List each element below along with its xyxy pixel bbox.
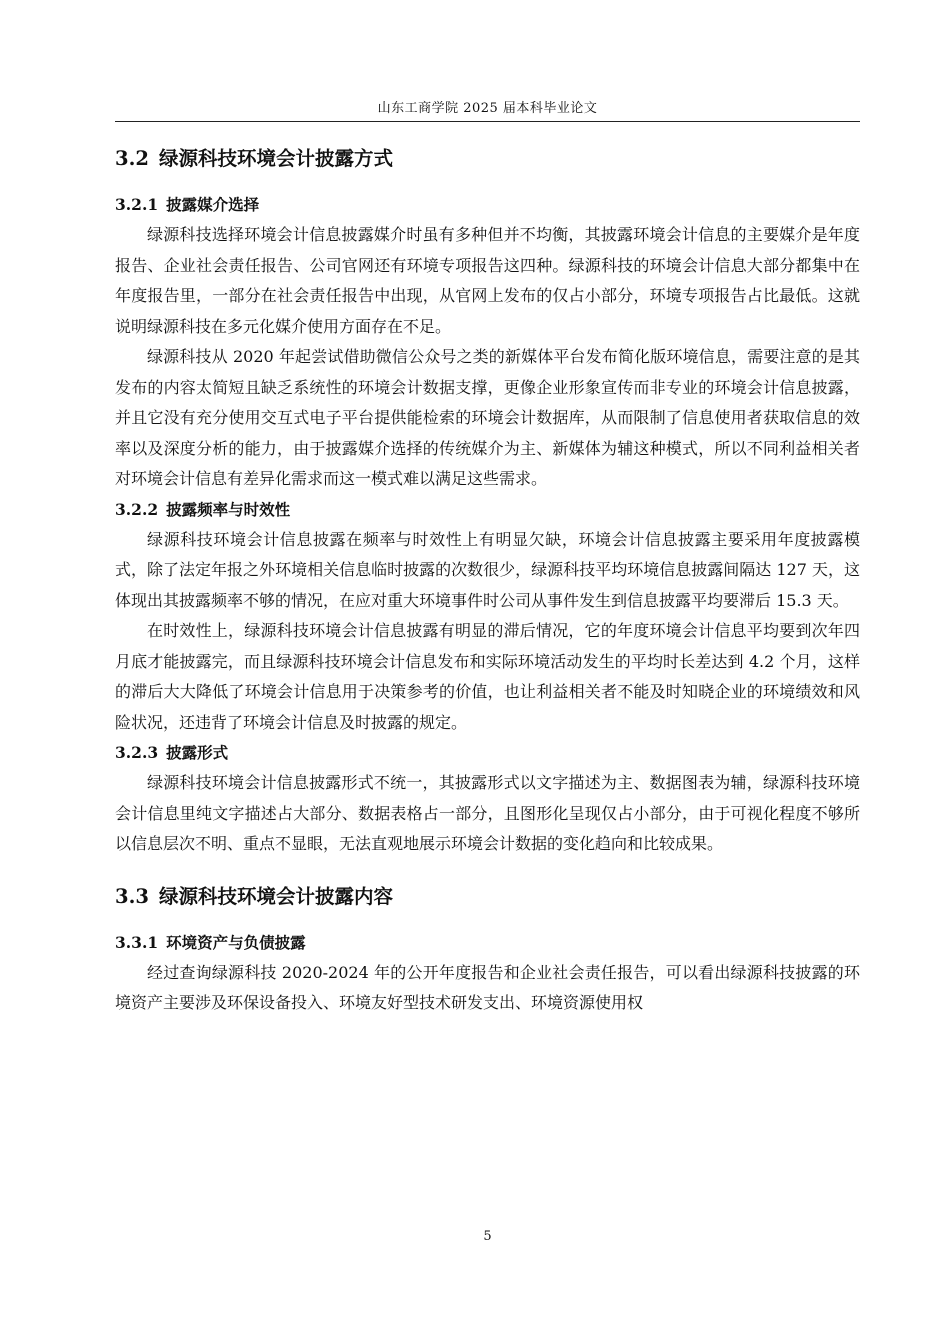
spacer [115,860,860,876]
paragraph: 绿源科技环境会计信息披露形式不统一，其披露形式以文字描述为主、数据图表为辅，绿源科技环境会计信息里纯文字描述占大部分、数据表格占一部分，且图形化呈现仅占小部分，由于可视化程度不够所以信息层次不明、重点不显眼，无法直观地展示环境会计数据的变化趋向和比较成果。 [115,773,860,853]
paragraph: 在时效性上，绿源科技环境会计信息披露有明显的滞后情况，它的年度环境会计信息平均要到次年四月底才能披露完，而且绿源科技环境会计信息发布和实际环境活动发生的平均时长差达到 4.2 个月，这样的滞后大大降低了环境会计信息用于决策参考的价值，也让利益相关者不能及时知晓企业的环境绩效和风险状况，还违背了环境会计信息及时披露的规定。 [115,621,860,732]
paragraph: 绿源科技从 2020 年起尝试借助微信公众号之类的新媒体平台发布简化版环境信息，需要注意的是其发布的内容太简短且缺乏系统性的环境会计数据支撑，更像企业形象宣传而非专业的环境会计信息披露，并且它没有充分使用交互式电子平台提供能检索的环境会计数据库，从而限制了信息使用者获取信息的效率以及深度分析的能力，由于披露媒介选择的传统媒介为主、新媒体为辅这种模式，所以不同利益相关者对环境会计信息有差异化需求而这一模式难以满足这些需求。 [115,347,860,488]
running-header: 山东工商学院 2025 届本科毕业论文 [377,101,598,116]
section-heading-3-2 [115,138,860,180]
section-number: 3.3 [115,884,149,908]
page-number: 5 [483,1229,492,1244]
paragraph: 经过查询绿源科技 2020-2024 年的公开年度报告和企业社会责任报告，可以看出绿源科技披露的环境资产主要涉及环保设备投入、环境友好型技术研发支出、环境资源使用权 [115,962,860,1012]
section-number: 3.2 [115,147,149,170]
subsection-title: 披露频率与时效性 [166,499,291,519]
subsection-title: 环境资产与负债披露 [166,932,306,952]
subsection-heading-3-2-1 [115,190,860,220]
subsection-number: 3.2.2 [115,499,159,519]
section-title: 绿源科技环境会计披露方式 [158,147,393,170]
subsection-heading-3-2-2 [115,495,860,525]
subsection-number: 3.2.3 [115,743,159,762]
subsection-title: 披露形式 [166,743,229,762]
subsection-number: 3.3.1 [115,932,159,952]
header-rule [115,121,860,122]
section-heading-3-3 [115,876,860,918]
page-body [115,138,860,1019]
subsection-heading-3-3-1 [115,928,860,958]
subsection-title: 披露媒介选择 [166,195,260,214]
subsection-heading-3-2-3 [115,738,860,768]
paragraph: 绿源科技选择环境会计信息披露媒介时虽有多种但并不均衡，其披露环境会计信息的主要媒介是年度报告、企业社会责任报告、公司官网还有环境专项报告这四种。绿源科技的环境会计信息大部分都集中在年度报告里，一部分在社会责任报告中出现，从官网上发布的仅占小部分，环境专项报告占比最低。这就说明绿源科技在多元化媒介使用方面存在不足。 [115,225,860,336]
section-title: 绿源科技环境会计披露内容 [158,884,393,908]
spacer [115,180,860,190]
spacer [115,918,860,928]
paragraph: 绿源科技环境会计信息披露在频率与时效性上有明显欠缺，环境会计信息披露主要采用年度披露模式，除了法定年报之外环境相关信息临时披露的次数很少，绿源科技平均环境信息披露间隔达 127 天，这体现出其披露频率不够的情况，在应对重大环境事件时公司从事件发生到信息披露平均要滞后 15.3 天。 [115,529,860,610]
subsection-number: 3.2.1 [115,195,159,214]
